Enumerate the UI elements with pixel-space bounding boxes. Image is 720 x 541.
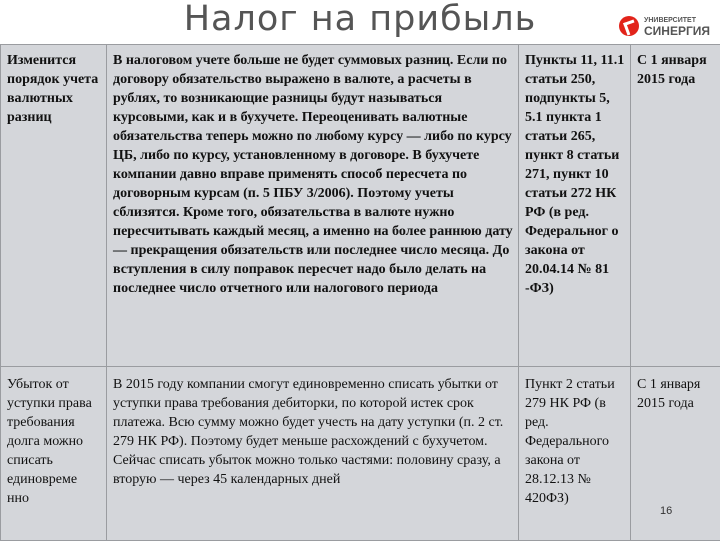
logo-name: СИНЕРГИЯ [644,25,710,38]
effective-date-cell: С 1 января 2015 года [631,45,720,367]
topic-cell: Изменится порядок учета валютных разниц [1,45,107,367]
table-row [1,45,720,367]
page-number: 16 [660,505,672,517]
university-logo [619,14,715,40]
topic-cell: Убыток от уступки права требования долга можно списать единовреме нно [1,367,107,541]
synergy-logo-icon [619,16,639,36]
description-cell: В 2015 году компании смогут единовременно списать убытки от уступки права требования дебиторки, по которой истек срок платежа. Всю сумму можно будет учесть на дату уступки (п. 2 ст. 279 НК РФ). Поэтому будет меньше расхождений с бухучетом. Сейчас списать убыток можно только частями: половину сразу, а вторую — через 45 календарных дней [107,367,519,541]
description-cell: В налоговом учете больше не будет суммовых разниц. Если по договору обязательство выражено в валюте, а расчеты в рублях, то возникающие разницы будут называться курсовыми, как и в бухучете. Переоценивать валютные обязательства теперь можно по любому курсу — либо по курсу ЦБ, либо по курсу, установленному в договоре. В бухучете компании давно вправе применять способ пересчета по договорным курсам (п. 5 ПБУ 3/2006). Поэтому учеты сблизятся. Кроме того, обязательства в валюте нужно пересчитывать каждый месяц, а именно на более раннюю дату — прекращения обязательств или последнее число месяца. До вступления в силу поправок пересчет надо было делать на последнее число отчетного или налогового периода [107,45,519,367]
logo-caption: УНИВЕРСИТЕТ [644,17,696,25]
legal-reference-cell: Пункт 2 статьи 279 НК РФ (в ред. Федерального закона от 28.12.13 № 420ФЗ) [519,367,631,541]
table-row [1,367,720,541]
legal-reference-cell: Пункты 11, 11.1 статьи 250, подпункты 5, 5.1 пункта 1 статьи 265, пункт 8 статьи 271, пункт 10 статьи 272 НК РФ (в ред. Федеральног о закона от 20.04.14 № 81 -ФЗ) [519,45,631,367]
slide-title: Налог на прибыль [0,0,720,44]
tax-changes-table [0,44,720,541]
effective-date-cell: С 1 января 2015 года [631,367,720,541]
